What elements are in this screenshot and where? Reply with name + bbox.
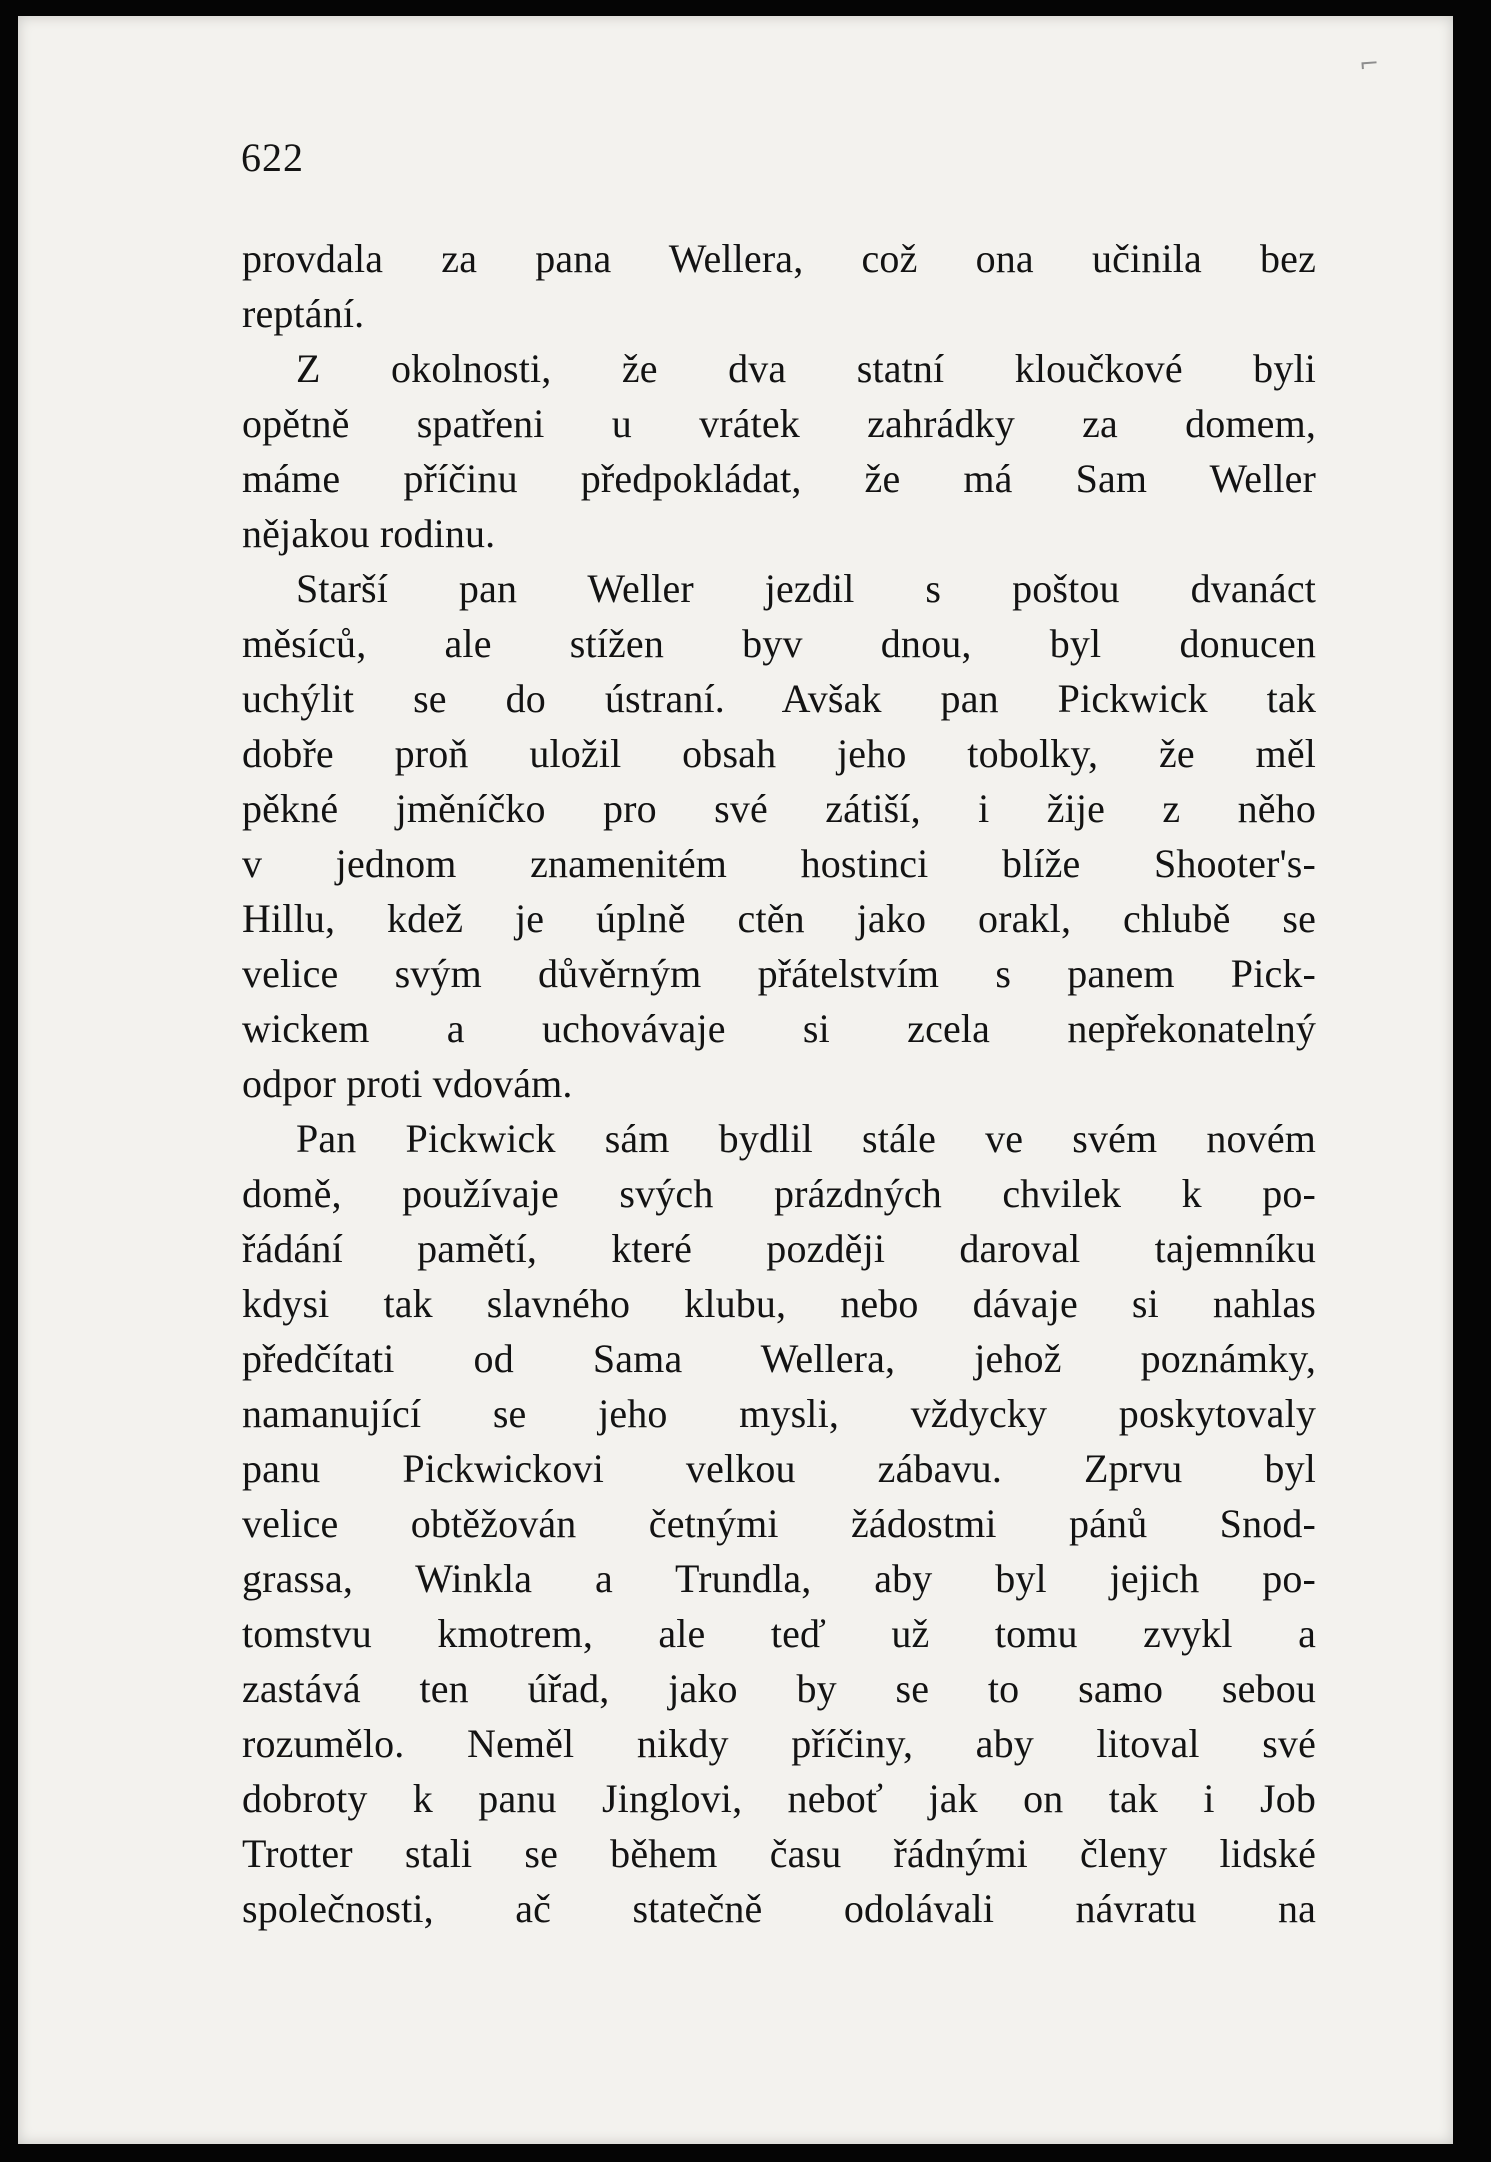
text-line: kdysi tak slavného klubu, nebo dávaje si nahlas	[242, 1281, 1316, 1326]
text-line: společnosti, ač statečně odolávali návratu na	[242, 1886, 1316, 1931]
text-line: předčítati od Sama Wellera, jehož poznámky,	[242, 1336, 1316, 1381]
text-line: pěkné jměníčko pro své zátiší, i žije z něho	[242, 786, 1316, 831]
text-line: Z okolnosti, že dva statní kloučkové byli	[296, 346, 1316, 391]
text-line: odpor proti vdovám.	[242, 1061, 573, 1106]
text-line: nějakou rodinu.	[242, 511, 496, 556]
text-line: v jednom znamenitém hostinci blíže Shooter's-	[242, 841, 1316, 886]
text-line: velice obtěžován četnými žádostmi pánů Snod-	[242, 1501, 1316, 1546]
text-line: Trotter stali se během času řádnými členy lidské	[242, 1831, 1316, 1876]
text-line: tomstvu kmotrem, ale teď už tomu zvykl a	[242, 1611, 1316, 1656]
text-line: měsíců, ale stížen byv dnou, byl donucen	[242, 621, 1316, 666]
page-text	[242, 231, 1316, 1936]
page-number: 622	[241, 135, 304, 180]
text-line: Starší pan Weller jezdil s poštou dvanáct	[296, 566, 1316, 611]
text-line: zastává ten úřad, jako by se to samo sebou	[242, 1666, 1316, 1711]
text-line: velice svým důvěrným přátelstvím s panem Pick-	[242, 951, 1316, 996]
text-line: Pan Pickwick sám bydlil stále ve svém novém	[296, 1116, 1316, 1161]
text-line: Hillu, kdež je úplně ctěn jako orakl, chlubě se	[242, 896, 1316, 941]
text-line: domě, používaje svých prázdných chvilek k po-	[242, 1171, 1316, 1216]
text-line: reptání.	[242, 291, 365, 336]
text-line: máme příčinu předpokládat, že má Sam Weller	[242, 456, 1316, 501]
text-line: dobře proň uložil obsah jeho tobolky, že měl	[242, 731, 1316, 776]
text-line: uchýlit se do ústraní. Avšak pan Pickwick tak	[242, 676, 1316, 721]
text-line: grassa, Winkla a Trundla, aby byl jejich po-	[242, 1556, 1316, 1601]
book-page	[18, 16, 1453, 2144]
text-line: řádání pamětí, které později daroval tajemníku	[242, 1226, 1316, 1271]
text-line: wickem a uchovávaje si zcela nepřekonatelný	[242, 1006, 1316, 1051]
text-line: panu Pickwickovi velkou zábavu. Zprvu byl	[242, 1446, 1316, 1491]
text-line: opětně spatřeni u vrátek zahrádky za domem,	[242, 401, 1316, 446]
text-line: dobroty k panu Jinglovi, neboť jak on tak i Job	[242, 1776, 1316, 1821]
corner-mark: ⌐	[1357, 49, 1380, 79]
text-line: rozumělo. Neměl nikdy příčiny, aby litoval své	[242, 1721, 1316, 1766]
text-line: provdala za pana Wellera, což ona učinila bez	[242, 236, 1316, 281]
text-line: namanující se jeho mysli, vždycky poskytovaly	[242, 1391, 1316, 1436]
